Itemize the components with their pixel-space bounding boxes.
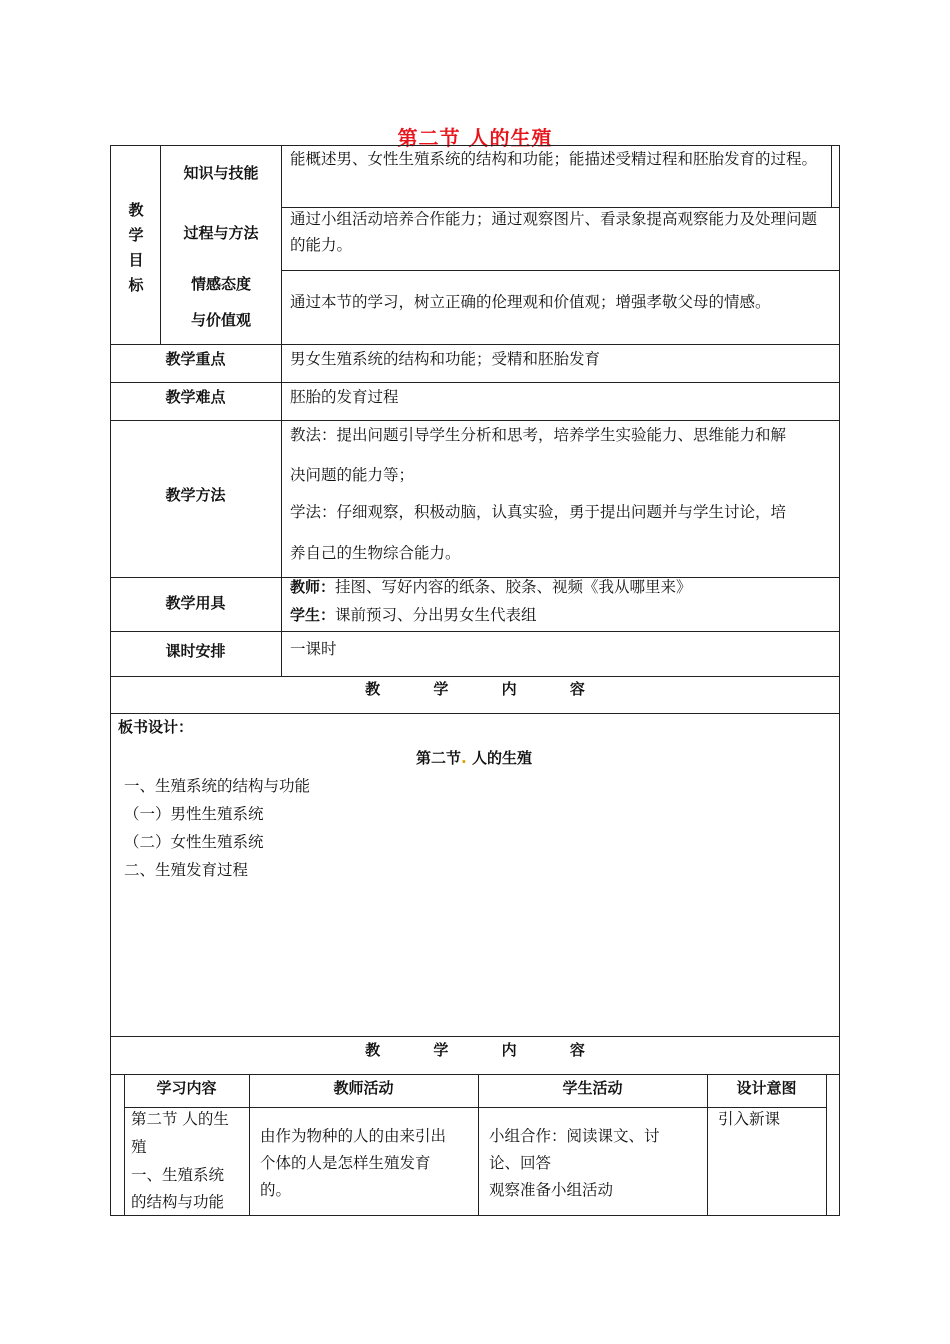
board-line-2: （一）男性生殖系统 (124, 805, 264, 823)
row-content-line3: 一、生殖系统 (131, 1166, 225, 1184)
row-content-line2: 殖 (131, 1138, 147, 1156)
row-student-line3: 观察准备小组活动 (489, 1181, 614, 1199)
header-student-activity: 学生活动 (562, 1079, 623, 1097)
process-label: 过程与方法 (183, 224, 259, 242)
tools-teacher-label: 教师： (290, 578, 336, 596)
emotion-label-line2: 与价值观 (190, 311, 251, 329)
tools-teacher (290, 574, 835, 600)
row-content-line4: 的结构与功能 (131, 1193, 225, 1211)
emotion-label-line1: 情感态度 (190, 275, 251, 293)
row-teacher-line1: 由作为物种的人的由来引出 (260, 1127, 447, 1145)
board-line-4: 二、生殖发育过程 (124, 861, 249, 879)
board-title (110, 745, 838, 771)
emotion-content: 通过本节的学习，树立正确的伦理观和价值观；增强孝敬父母的情感。 (290, 293, 771, 311)
objectives-label-3: 目 (128, 251, 144, 269)
knowledge-label: 知识与技能 (183, 164, 259, 182)
board-title-part2: 人的生殖 (466, 749, 532, 767)
row-student-line2: 论、回答 (489, 1154, 552, 1172)
board-title-dot: . (461, 749, 467, 767)
schedule-content: 一课时 (290, 640, 337, 658)
header-teacher-activity: 教师活动 (333, 1079, 394, 1097)
teaching-method-line2: 决问题的能力等； (290, 466, 415, 484)
row-student-line1: 小组合作：阅读课文、讨 (489, 1127, 660, 1145)
objectives-label-2: 学 (128, 226, 144, 244)
board-title-part1: 第二节 (416, 749, 462, 767)
key-point-content: 男女生殖系统的结构和功能；受精和胚胎发育 (290, 350, 601, 368)
board-line-1: 一、生殖系统的结构与功能 (124, 777, 311, 795)
row-teacher-line3: 的。 (260, 1181, 292, 1199)
tools-teacher-content: 挂图、写好内容的纸条、胶条、视频《我从哪里来》 (335, 578, 692, 596)
header-learning-content: 学习内容 (156, 1079, 217, 1097)
process-content: 通过小组活动培养合作能力；通过观察图片、看录象提高观察能力及处理问题的能力。 (290, 210, 818, 254)
difficulty-label: 教学难点 (165, 388, 226, 406)
schedule-label: 课时安排 (165, 642, 226, 660)
board-line-3: （二）女性生殖系统 (124, 833, 264, 851)
difficulty-content: 胚胎的发育过程 (290, 388, 399, 406)
learning-method-line1: 学法：仔细观察，积极动脑，认真实验，勇于提出问题并与学生讨论，培 (290, 503, 787, 521)
key-point-label: 教学重点 (165, 350, 226, 368)
page-title: 第二节 人的生殖 (397, 126, 553, 150)
tools-student-content: 课前预习、分出男女生代表组 (335, 606, 537, 624)
knowledge-content: 能概述男、女性生殖系统的结构和功能；能描述受精过程和胚胎发育的过程。 (290, 150, 818, 168)
methods-label: 教学方法 (165, 486, 226, 504)
board-label: 板书设计： (118, 718, 194, 736)
content-header: 教 学 内 容 (365, 680, 609, 698)
row-content-line1: 第二节 人的生 (131, 1110, 229, 1128)
tools-label: 教学用具 (165, 594, 226, 612)
learning-method-line2: 养自己的生物综合能力。 (290, 544, 461, 562)
row-intent: 引入新课 (718, 1110, 781, 1128)
tools-student-label: 学生： (290, 606, 336, 624)
objectives-label-4: 标 (128, 276, 144, 294)
row-teacher-line2: 个体的人是怎样生殖发育 (260, 1154, 431, 1172)
teaching-method-line1: 教法：提出问题引导学生分析和思考，培养学生实验能力、思维能力和解 (290, 426, 787, 444)
objectives-label-1: 教 (128, 201, 144, 219)
content-header-2: 教 学 内 容 (365, 1041, 609, 1059)
tools-student (290, 602, 835, 628)
header-design-intent: 设计意图 (736, 1079, 797, 1097)
